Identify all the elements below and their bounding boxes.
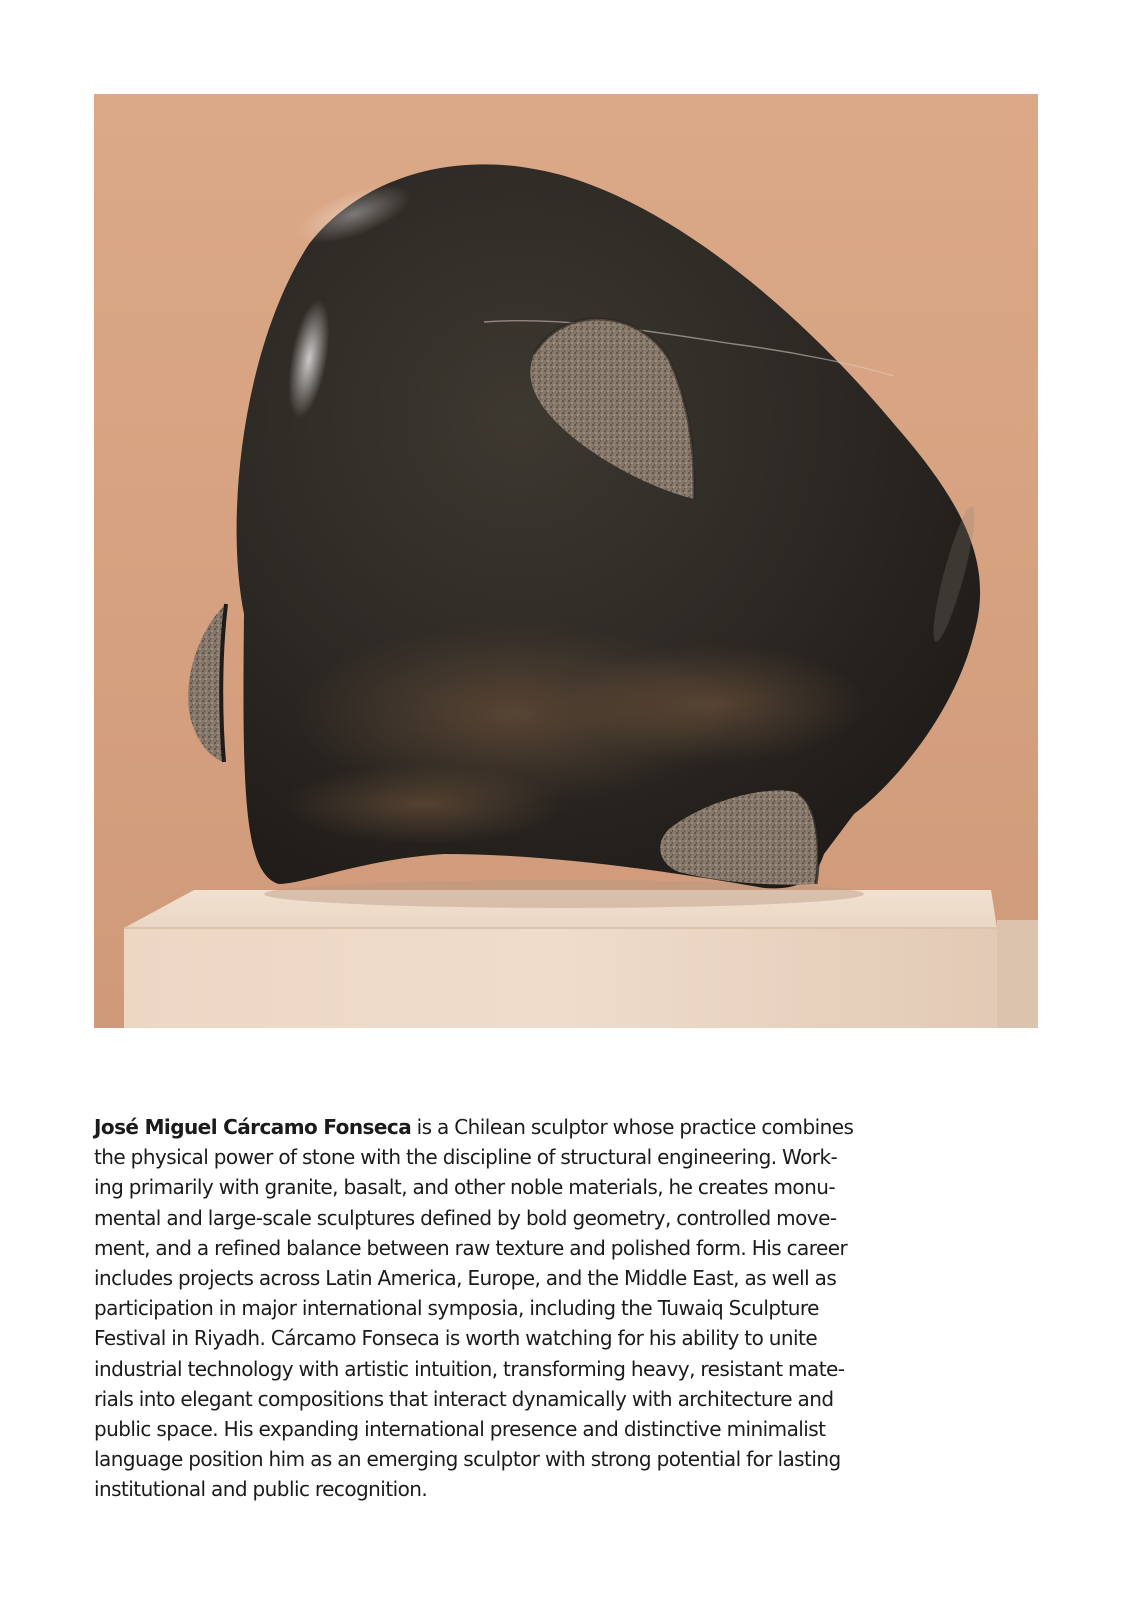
bio-line-text: is a Chilean sculptor whose practice combines [411,1115,854,1139]
bio-line: ing primarily with granite, basalt, and other noble materials, he creates monu- [94,1175,836,1200]
bio-line: rials into elegant compositions that interact dynamically with architecture and [94,1386,834,1411]
bio-line: language position him as an emerging sculptor with strong potential for lasting [94,1447,841,1472]
bio-line [94,1112,1044,1142]
bio-line: ment, and a refined balance between raw texture and polished form. His career [94,1235,848,1260]
bio-line: public space. His expanding international presence and distinctive minimalist [94,1417,826,1442]
artist-bio [94,1112,1044,1505]
bio-line: Festival in Riyadh. Cárcamo Fonseca is worth watching for his ability to unite [94,1326,818,1351]
artist-name: José Miguel Cárcamo Fonseca [94,1115,412,1139]
bio-line: participation in major international symposia, including the Tuwaiq Sculpture [94,1296,819,1321]
bio-line: institutional and public recognition. [94,1477,428,1502]
bio-line: industrial technology with artistic intuition, transforming heavy, resistant mate- [94,1356,845,1381]
bio-line: the physical power of stone with the discipline of structural engineering. Work- [94,1145,838,1170]
sculpture-image [94,94,1038,1028]
bio-line: mental and large-scale sculptures defined by bold geometry, controlled move- [94,1205,837,1230]
bio-line: includes projects across Latin America, Europe, and the Middle East, as well as [94,1266,837,1291]
sculpture-photo [94,94,1038,1028]
